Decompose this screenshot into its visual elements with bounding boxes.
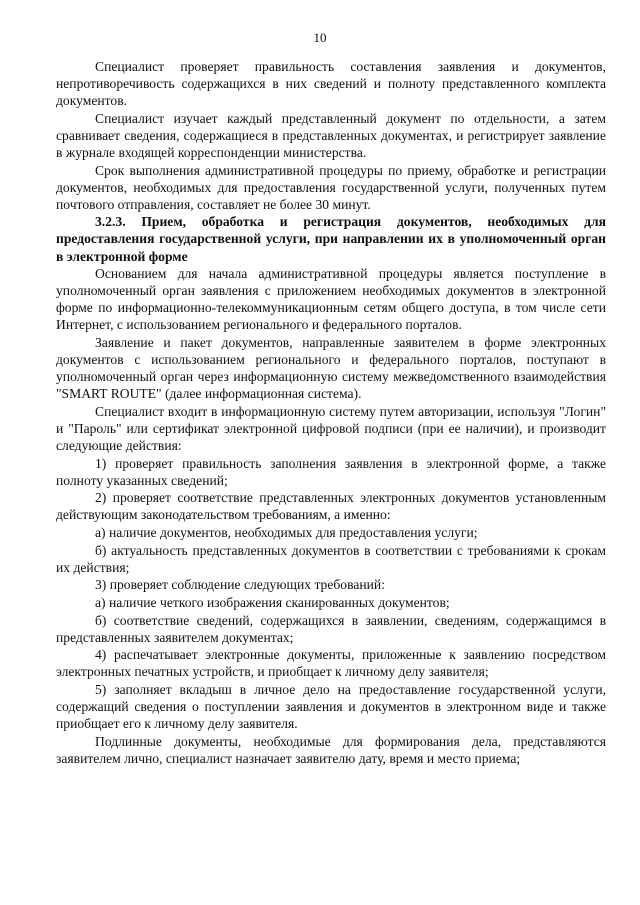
list-item: 5) заполняет вкладыш в личное дело на предоставление государственной услуги, содержащий сведения о поступлении заявления и документов в электронном виде и также приобщает его к личному делу заявителя.	[56, 681, 606, 732]
list-item: 1) проверяет правильность заполнения заявления в электронной форме, а также полноту указанных сведений;	[56, 455, 606, 488]
section-heading: 3.2.3. Прием, обработка и регистрация документов, необходимых для предоставления государственной услуги, при направлении их в уполномоченный орган в электронной форме	[56, 214, 606, 264]
page-number: 10	[313, 30, 327, 45]
paragraph: Подлинные документы, необходимые для формирования дела, представляются заявителем лично, специалист назначает заявителю дату, время и место приема;	[56, 733, 606, 766]
paragraph: Основанием для начала административной процедуры является поступление в уполномоченный орган заявления с приложением необходимых документов в электронной форме по информационно-телекоммуникационным сетям общего доступа, в том числе сети Интернет, с использованием регионального и федерального порталов.	[56, 266, 606, 333]
list-item: а) наличие четкого изображения сканированных документов;	[95, 594, 450, 610]
document-body	[56, 58, 606, 767]
list-item: б) актуальность представленных документов в соответствии с требованиями к срокам их действия;	[56, 542, 606, 575]
paragraph: Срок выполнения административной процедуры по приему, обработке и регистрации документов, необходимых для предоставления государственной услуги, полученных путем почтового отправления, составляет не более 30 минут.	[56, 162, 606, 212]
list-item: 4) распечатывает электронные документы, приложенные к заявлению посредством электронных печатных устройств, и приобщает к личному делу заявителя;	[56, 647, 606, 680]
list-item: б) соответствие сведений, содержащихся в заявлении, сведениям, содержащимся в представленных заявителем документах;	[56, 612, 606, 645]
paragraph: Заявление и пакет документов, направленные заявителем в форме электронных документов с использованием регионального и федерального порталов, поступают в уполномоченный орган через информационную систему межведомственного взаимодействия "SMART ROUTE" (далее информационная система).	[56, 335, 606, 402]
paragraph: Специалист изучает каждый представленный документ по отдельности, а затем сравнивает сведения, содержащиеся в представленных документах, и регистрирует заявление в журнале входящей корреспонденции министерства.	[56, 110, 606, 160]
list-item: а) наличие документов, необходимых для предоставления услуги;	[95, 525, 478, 541]
list-item: 3) проверяет соблюдение следующих требований:	[95, 577, 385, 593]
paragraph: Специалист входит в информационную систему путем авторизации, используя "Логин" и "Пароль" или сертификат электронной цифровой подписи (при ее наличии), и производит следующие действия:	[56, 403, 606, 454]
list-item: 2) проверяет соответствие представленных электронных документов установленным действующим законодательством требованиям, а именно:	[56, 490, 606, 523]
paragraph: Специалист проверяет правильность составления заявления и документов, непротиворечивость содержащихся в них сведений и полноту представленного комплекта документов.	[56, 59, 606, 109]
